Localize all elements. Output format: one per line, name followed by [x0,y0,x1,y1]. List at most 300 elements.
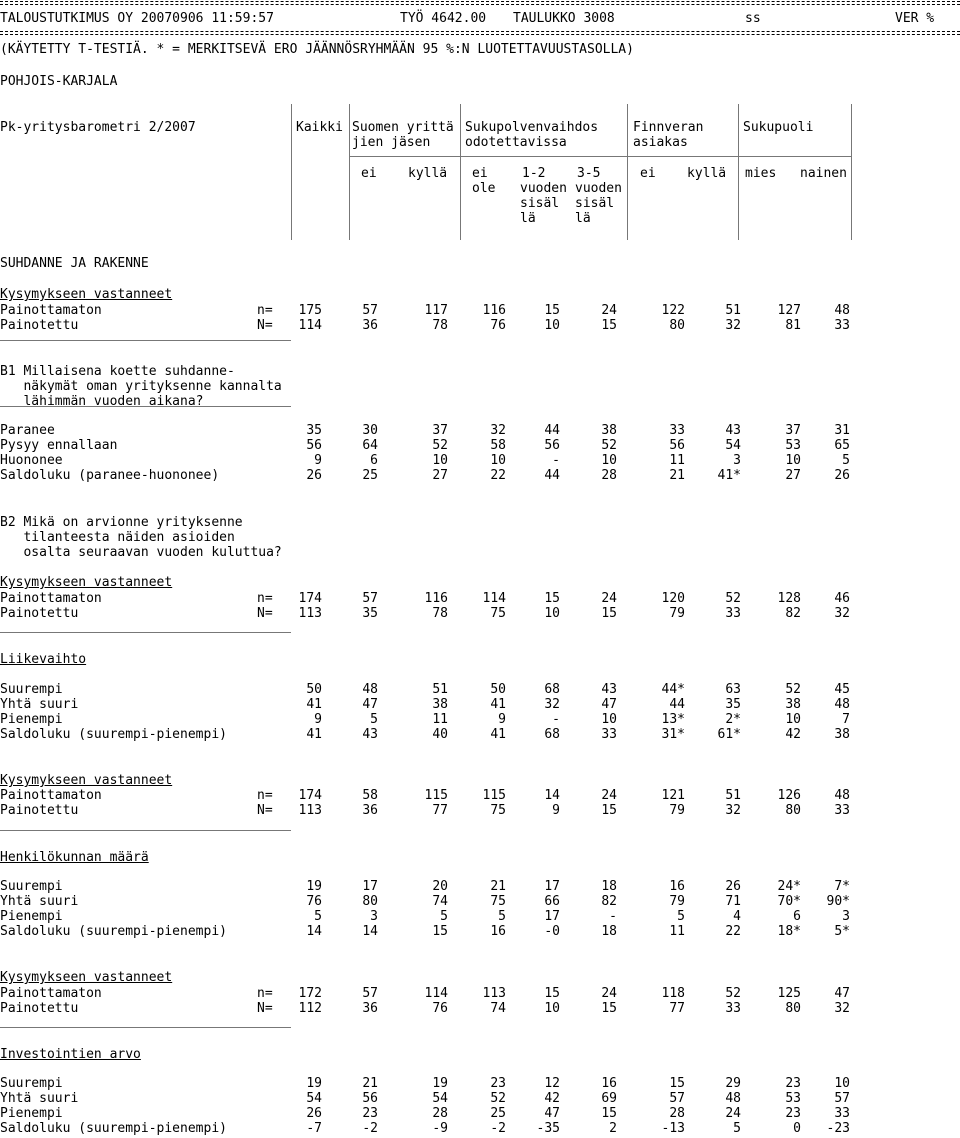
cell-value: 27 [432,468,448,483]
cell-value: 80 [669,318,685,333]
cell-value: 22 [490,468,506,483]
cell-value: 6 [793,909,801,924]
cell-value: 15 [601,318,617,333]
cell-value: 42 [544,1091,560,1106]
cell-value: 57 [362,591,378,606]
cell-value: 31* [661,727,685,742]
cell-value: 35 [306,423,322,438]
respondents-heading: Kysymykseen vastanneet [0,575,173,590]
group-header-succession: Sukupolvenvaihdos [465,120,599,135]
question-b1-line3: lähimmän vuoden aikana? [0,394,204,409]
cell-value: 50 [490,682,506,697]
row-label: Yhtä suuri [0,894,79,909]
cell-value: 10 [544,318,560,333]
sub-header-succession-no: ei [472,166,488,181]
cell-value: 15 [601,606,617,621]
cell-value: 75 [490,803,506,818]
header-divider [349,156,851,157]
sub-header-succession-35-4: lä [575,211,591,226]
cell-value: 10 [785,712,801,727]
cell-value: 10 [601,712,617,727]
cell-value: 116 [482,303,506,318]
col-divider [627,104,628,240]
row-label: Pysyy ennallaan [0,438,118,453]
cell-value: 10 [601,453,617,468]
cell-value: -13 [661,1121,685,1136]
cell-value: 18* [777,924,801,939]
row-label: Suurempi [0,879,63,894]
table-title: Pk-yritysbarometri 2/2007 [0,120,196,135]
cell-value: 41 [490,727,506,742]
row-label: Painotettu [0,1001,79,1016]
cell-value: 68 [544,682,560,697]
table-row [0,727,960,742]
cell-value: 57 [362,986,378,1001]
cell-value: 48 [834,697,850,712]
ver-label: VER % [895,11,935,26]
cell-value: 19 [306,1076,322,1091]
cell-value: 126 [777,788,801,803]
question-b2-line3: osalta seuraavan vuoden kuluttua? [0,545,282,560]
cell-value: 5 [440,909,448,924]
cell-value: 57 [834,1091,850,1106]
block-divider [0,340,291,341]
cell-value: 16 [601,1076,617,1091]
row-label: Painotettu [0,803,79,818]
cell-value: 15 [432,924,448,939]
col-divider [349,104,350,240]
cell-value: 75 [490,894,506,909]
cell-value: 24 [601,788,617,803]
row-n-label: n= [257,788,273,803]
cell-value: 43 [601,682,617,697]
cell-value: 37 [785,423,801,438]
cell-value: 70* [777,894,801,909]
cell-value: 44 [544,468,560,483]
question-b2-line2: tilanteesta näiden asioiden [0,530,235,545]
table-row [0,1001,960,1016]
cell-value: 172 [298,986,322,1001]
cell-value: 38 [834,727,850,742]
subsection-heading-turnover: Liikevaihto [0,652,87,667]
table-row [0,606,960,621]
cell-value: 57 [669,1091,685,1106]
cell-value: 58 [362,788,378,803]
block-divider [0,1027,291,1028]
cell-value: 63 [725,682,741,697]
sub-header-member-no: ei [361,166,377,181]
cell-value: 117 [424,303,448,318]
row-label: Painottamaton [0,986,102,1001]
cell-value: 79 [669,606,685,621]
table-row [0,879,960,894]
cell-value: 41 [490,697,506,712]
cell-value: 47 [362,697,378,712]
cell-value: 20 [432,879,448,894]
table-row [0,894,960,909]
group-header-finnvera-2: asiakas [633,135,688,150]
cell-value: 44 [669,697,685,712]
row-label: Huononee [0,453,63,468]
cell-value: 5 [677,909,685,924]
block-divider [0,632,291,633]
table-row [0,1091,960,1106]
cell-value: 9 [314,453,322,468]
cell-value: 9 [552,803,560,818]
group-header-gender: Sukupuoli [743,120,814,135]
cell-value: 3 [733,453,741,468]
cell-value: 24 [725,1106,741,1121]
cell-value: 26 [306,468,322,483]
cell-value: 128 [777,591,801,606]
row-label: Painotettu [0,606,79,621]
cell-value: -0 [544,924,560,939]
cell-value: -23 [826,1121,850,1136]
cell-value: 41 [306,727,322,742]
cell-value: 43 [362,727,378,742]
cell-value: 25 [490,1106,506,1121]
cell-value: 14 [306,924,322,939]
cell-value: 44* [661,682,685,697]
region-title: POHJOIS-KARJALA [0,74,118,89]
row-label: Paranee [0,423,55,438]
cell-value: 40 [432,727,448,742]
table-row [0,682,960,697]
cell-value: -7 [306,1121,322,1136]
cell-value: 125 [777,986,801,1001]
cell-value: -9 [432,1121,448,1136]
cell-value: 69 [601,1091,617,1106]
cell-value: 114 [482,591,506,606]
row-label: Yhtä suuri [0,697,79,712]
cell-value: 15 [601,1106,617,1121]
cell-value: 5 [498,909,506,924]
cell-value: 7 [842,712,850,727]
cell-value: 24 [601,591,617,606]
cell-value: 174 [298,591,322,606]
cell-value: 18 [601,879,617,894]
subsection-heading-investments: Investointien arvo [0,1047,141,1062]
cell-value: 11 [669,453,685,468]
group-header-member: Suomen yrittä [352,120,454,135]
cell-value: 6 [370,453,378,468]
cell-value: 175 [298,303,322,318]
row-label: Saldoluku (suurempi-pienempi) [0,727,227,742]
cell-value: 32 [725,318,741,333]
row-n-label: n= [257,591,273,606]
row-label: Saldoluku (suurempi-pienempi) [0,1121,227,1136]
cell-value: 17 [544,909,560,924]
cell-value: 15 [601,1001,617,1016]
cell-value: 57 [362,303,378,318]
cell-value: 120 [661,591,685,606]
cell-value: 52 [490,1091,506,1106]
col-divider [851,104,852,240]
block-divider [0,830,291,831]
col-divider [291,104,292,240]
cell-value: 24* [777,879,801,894]
cell-value: 61* [717,727,741,742]
cell-value: 27 [785,468,801,483]
row-n-label: N= [257,1001,273,1016]
cell-value: 47 [834,986,850,1001]
cell-value: 77 [432,803,448,818]
table-row [0,591,960,606]
cell-value: 15 [669,1076,685,1091]
cell-value: 118 [661,986,685,1001]
cell-value: 35 [362,606,378,621]
cell-value: 24 [601,986,617,1001]
cell-value: 29 [725,1076,741,1091]
cell-value: 51 [725,788,741,803]
cell-value: 54 [306,1091,322,1106]
cell-value: 48 [834,303,850,318]
cell-value: 41* [717,468,741,483]
cell-value: 52 [432,438,448,453]
cell-value: 68 [544,727,560,742]
cell-value: 65 [834,438,850,453]
cell-value: 33 [725,606,741,621]
cell-value: 36 [362,1001,378,1016]
col-divider [460,104,461,240]
sub-header-succession-35: 3-5 [577,166,601,181]
table-row [0,438,960,453]
cell-value: 64 [362,438,378,453]
cell-value: 48 [725,1091,741,1106]
cell-value: 3 [842,909,850,924]
cell-value: 127 [777,303,801,318]
row-label: Painottamaton [0,303,102,318]
row-label: Pienempi [0,712,63,727]
cell-value: 113 [298,803,322,818]
cell-value: 74 [490,1001,506,1016]
cell-value: 28 [669,1106,685,1121]
sub-header-succession-35-3: sisäl [575,196,615,211]
question-b1-line2: näkymät oman yrityksenne kannalta [0,379,282,394]
question-b1-line1: B1 Millaisena koette suhdanne- [0,364,235,379]
cell-value: 113 [482,986,506,1001]
cell-value: 26 [834,468,850,483]
sub-header-finnvera-no: ei [640,166,656,181]
header-rule [0,31,960,35]
cell-value: 116 [424,591,448,606]
cell-value: 5 [842,453,850,468]
cell-value: 52 [601,438,617,453]
row-n-label: N= [257,318,273,333]
cell-value: 77 [669,1001,685,1016]
table-row [0,986,960,1001]
cell-value: 17 [544,879,560,894]
significance-note: (KÄYTETTY T-TESTIÄ. * = MERKITSEVÄ ERO JÄÄNNÖSRYHMÄÄN 95 %:N LUOTETTAVUUSTASOLLA) [0,42,634,57]
cell-value: 50 [306,682,322,697]
cell-value: 10 [834,1076,850,1091]
cell-value: 5* [834,924,850,939]
cell-value: 52 [725,591,741,606]
cell-value: 47 [601,697,617,712]
table-row [0,453,960,468]
col-divider [738,104,739,240]
cell-value: 79 [669,894,685,909]
cell-value: 41 [306,697,322,712]
respondents-heading: Kysymykseen vastanneet [0,287,173,302]
cell-value: 25 [362,468,378,483]
cell-value: 11 [669,924,685,939]
table-row [0,788,960,803]
subsection-heading-personnel: Henkilökunnan määrä [0,850,149,865]
cell-value: 19 [306,879,322,894]
sub-header-succession-12-2: vuoden [520,181,567,196]
cell-value: 53 [785,1091,801,1106]
cell-value: 33 [834,1106,850,1121]
cell-value: 82 [785,606,801,621]
cell-value: 5 [370,712,378,727]
cell-value: 32 [834,606,850,621]
cell-value: 37 [432,423,448,438]
sub-header-succession-12: 1-2 [522,166,546,181]
respondents-heading: Kysymykseen vastanneet [0,773,173,788]
cell-value: 80 [362,894,378,909]
cell-value: 53 [785,438,801,453]
cell-value: - [552,712,560,727]
sub-header-male: mies [745,166,777,181]
cell-value: 23 [785,1106,801,1121]
cell-value: 66 [544,894,560,909]
sub-header-succession-35-2: vuoden [575,181,622,196]
cell-value: 22 [725,924,741,939]
cell-value: 17 [362,879,378,894]
cell-value: 115 [482,788,506,803]
row-label: Painotettu [0,318,79,333]
cell-value: 15 [544,303,560,318]
cell-value: 16 [669,879,685,894]
cell-value: 23 [785,1076,801,1091]
table-row [0,712,960,727]
cell-value: 15 [544,986,560,1001]
section-title: SUHDANNE JA RAKENNE [0,256,149,271]
group-header-total: Kaikki [296,120,343,135]
cell-value: 42 [785,727,801,742]
row-n-label: n= [257,986,273,1001]
cell-value: 23 [490,1076,506,1091]
cell-value: 9 [498,712,506,727]
cell-value: 31 [834,423,850,438]
cell-value: -35 [536,1121,560,1136]
question-b2-line1: B2 Mikä on arvionne yrityksenne [0,515,243,530]
cell-value: 21 [362,1076,378,1091]
table-row [0,1106,960,1121]
row-label: Saldoluku (suurempi-pienempi) [0,924,227,939]
table-row [0,924,960,939]
cell-value: - [609,909,617,924]
cell-value: 12 [544,1076,560,1091]
cell-value: 10 [544,1001,560,1016]
cell-value: 26 [725,879,741,894]
cell-value: 3 [370,909,378,924]
cell-value: 9 [314,712,322,727]
cell-value: 32 [725,803,741,818]
sub-header-female: nainen [800,166,847,181]
sub-header-member-yes: kyllä [408,166,448,181]
cell-value: 90* [826,894,850,909]
cell-value: 44 [544,423,560,438]
cell-value: 51 [432,682,448,697]
row-label: Painottamaton [0,788,102,803]
row-label: Pienempi [0,1106,63,1121]
cell-value: 5 [314,909,322,924]
cell-value: 76 [432,1001,448,1016]
cell-value: 56 [669,438,685,453]
cell-value: 82 [601,894,617,909]
cell-value: 56 [544,438,560,453]
cell-value: 51 [725,303,741,318]
table-row [0,1121,960,1136]
top-rule [0,1,960,5]
cell-value: 0 [793,1121,801,1136]
cell-value: -2 [490,1121,506,1136]
cell-value: 10 [544,606,560,621]
cell-value: 10 [785,453,801,468]
cell-value: 47 [544,1106,560,1121]
table-row [0,423,960,438]
cell-value: 2* [725,712,741,727]
cell-value: 13* [661,712,685,727]
cell-value: 26 [306,1106,322,1121]
cell-value: 113 [298,606,322,621]
cell-value: 122 [661,303,685,318]
row-label: Yhtä suuri [0,1091,79,1106]
cell-value: 76 [306,894,322,909]
cell-value: 52 [785,682,801,697]
cell-value: 78 [432,318,448,333]
cell-value: 43 [725,423,741,438]
cell-value: 80 [785,803,801,818]
cell-value: 30 [362,423,378,438]
cell-value: 45 [834,682,850,697]
row-label: Painottamaton [0,591,102,606]
group-header-member-2: jien jäsen [352,135,431,150]
cell-value: 10 [432,453,448,468]
sub-header-succession-12-4: lä [520,211,536,226]
row-n-label: N= [257,803,273,818]
cell-value: 56 [362,1091,378,1106]
report-id: TALOUSTUTKIMUS OY 20070906 11:59:57 [0,11,274,26]
cell-value: 18 [601,924,617,939]
group-header-finnvera: Finnveran [633,120,704,135]
cell-value: 21 [669,468,685,483]
cell-value: 81 [785,318,801,333]
table-row [0,468,960,483]
cell-value: 15 [601,803,617,818]
cell-value: 79 [669,803,685,818]
cell-value: 11 [432,712,448,727]
table-number: TAULUKKO 3008 [513,11,615,26]
cell-value: 19 [432,1076,448,1091]
cell-value: 32 [834,1001,850,1016]
job-number: TYÖ 4642.00 [400,11,487,26]
cell-value: 7* [834,879,850,894]
table-row [0,697,960,712]
cell-value: - [552,453,560,468]
cell-value: 114 [424,986,448,1001]
cell-value: 33 [669,423,685,438]
cell-value: 112 [298,1001,322,1016]
table-row [0,909,960,924]
cell-value: 10 [490,453,506,468]
cell-value: 16 [490,924,506,939]
table-row [0,1076,960,1091]
cell-value: 38 [601,423,617,438]
group-header-succession-2: odotettavissa [465,135,567,150]
